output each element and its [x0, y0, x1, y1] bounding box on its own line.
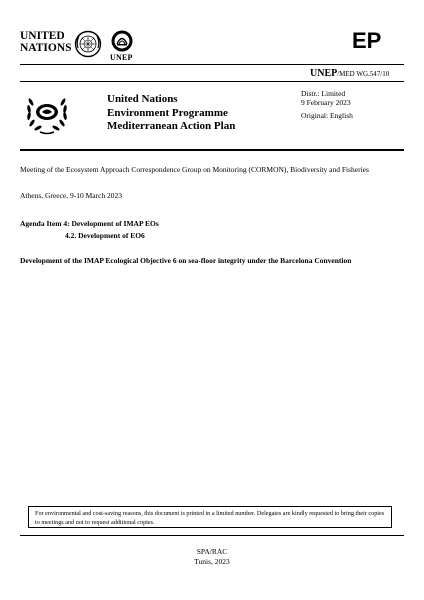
mediterranean-wreath-logo-icon: [22, 92, 72, 138]
un-name-line1: UNITED: [20, 30, 65, 42]
footer-line2: Tunis, 2023: [194, 557, 230, 566]
header-rule: [20, 64, 404, 65]
unep-emblem-icon: [108, 29, 136, 53]
document-symbol-rest: /MED WG.547/10: [337, 70, 390, 78]
un-name-line2: NATIONS: [20, 42, 72, 54]
distribution: Distr.: Limited: [301, 89, 346, 98]
original-language: Original: English: [301, 111, 353, 120]
meeting-venue: Athens, Greece, 9-10 March 2023: [20, 191, 123, 200]
organization-name: [107, 93, 235, 134]
document-title: Development of the IMAP Ecological Objective 6 on sea-floor integrity under the Barcelona Convention: [20, 256, 352, 265]
footer-line1: SPA/RAC: [196, 547, 228, 556]
organization-line2: Environment Programme: [107, 106, 228, 119]
symbol-rule: [20, 81, 404, 82]
unep-label: UNEP: [110, 53, 133, 62]
document-symbol-prefix: UNEP: [310, 68, 338, 79]
agenda-item: Agenda Item 4: Development of IMAP EOs: [20, 219, 159, 228]
organization-line1: United Nations: [107, 93, 178, 105]
organization-line3: Mediterranean Action Plan: [107, 120, 236, 132]
organization-rule: [20, 149, 404, 151]
un-emblem-icon: [74, 30, 102, 58]
meeting-title: Meeting of the Ecosystem Approach Correspondence Group on Monitoring (CORMON), Biodiversity and Fisheries: [20, 165, 369, 174]
printing-notice: For environmental and cost-saving reasons, this document is printed in a limited number. Delegates are kindly requested to bring their copies to meetings and not to request additional copies.: [28, 506, 392, 528]
document-symbol: [310, 68, 389, 79]
un-name: [20, 30, 72, 54]
footer: [0, 547, 424, 567]
ep-mark: EP: [352, 28, 382, 53]
document-date: 9 February 2023: [301, 98, 351, 107]
agenda-sub-item: 4.2. Development of EO6: [65, 231, 145, 240]
footer-rule: [20, 535, 404, 536]
distribution-info: [301, 89, 351, 107]
